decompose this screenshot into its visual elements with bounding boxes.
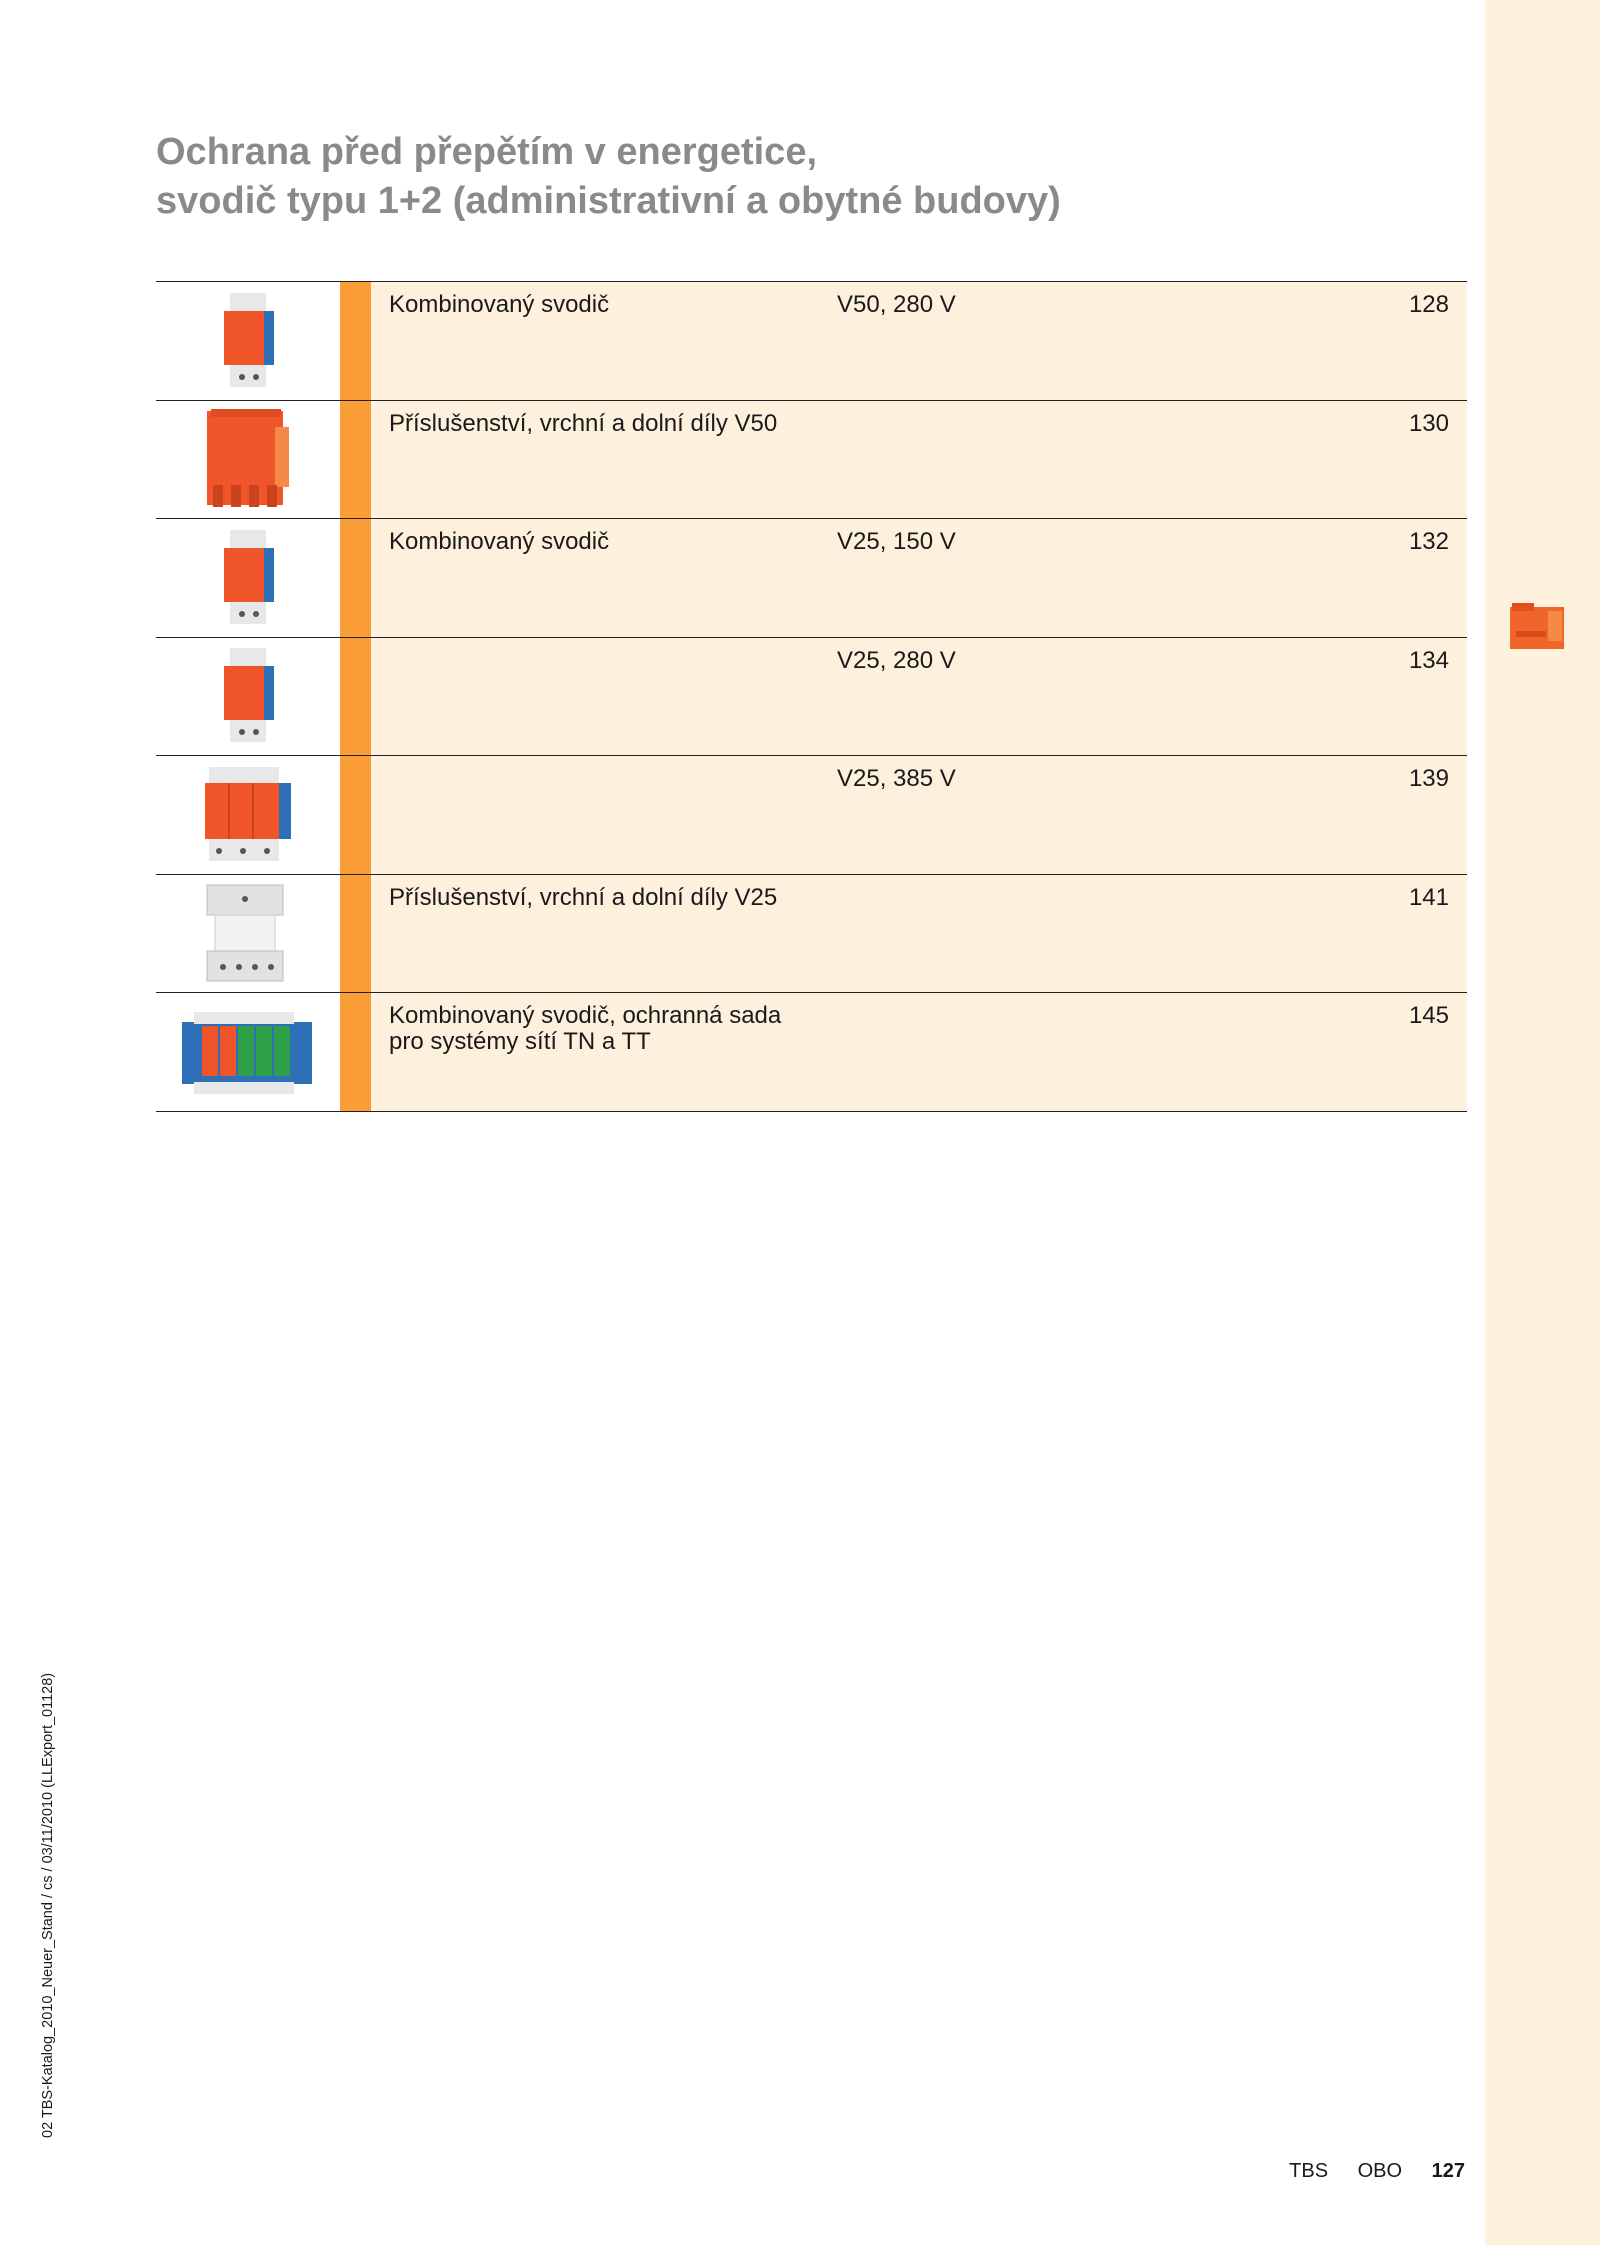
product-thumb <box>156 282 340 400</box>
row-cell <box>371 993 1467 1111</box>
page-ref: 141 <box>1408 883 1449 911</box>
product-name: Příslušenství, vrchní a dolní díly V25 <box>389 883 778 911</box>
grey-base-icon <box>203 881 293 985</box>
product-spec: V25, 280 V <box>837 646 956 674</box>
page-ref: 128 <box>1408 291 1449 318</box>
table-row <box>156 638 1467 757</box>
row-accent <box>340 638 371 756</box>
row-accent <box>340 519 371 637</box>
row-cell <box>371 282 1467 400</box>
single-module-orange-icon <box>218 646 278 746</box>
vertical-document-note: 02 TBS-Katalog_2010_Neuer_Stand / cs / 03/11/2010 (LLExport_01128) <box>40 1672 56 2138</box>
row-accent <box>340 401 371 519</box>
product-index-table <box>156 281 1467 1112</box>
product-thumb <box>156 875 340 993</box>
product-name: Kombinovaný svodič <box>389 291 610 318</box>
product-thumb <box>156 993 340 1111</box>
page-ref: 139 <box>1408 765 1449 792</box>
table-row <box>156 282 1467 401</box>
row-cell <box>371 401 1467 519</box>
page-title <box>156 128 1356 226</box>
single-module-orange-icon <box>218 291 278 391</box>
multi-pole-orange-icon <box>205 407 291 511</box>
product-thumb <box>156 756 340 874</box>
page-ref: 130 <box>1408 409 1449 437</box>
product-name: Kombinovaný svodič <box>389 528 610 555</box>
footer-brand-obo: OBO <box>1357 2160 1403 2182</box>
table-row <box>156 756 1467 875</box>
row-accent <box>340 993 371 1111</box>
footer-brand-tbs: TBS <box>1289 2160 1329 2182</box>
row-cell <box>371 756 1467 874</box>
row-accent <box>340 875 371 993</box>
single-module-orange-icon <box>218 528 278 628</box>
row-cell <box>371 875 1467 993</box>
protection-set-icon <box>180 1002 316 1102</box>
table-row <box>156 401 1467 520</box>
product-thumb <box>156 519 340 637</box>
page-footer <box>1265 2160 1465 2183</box>
product-spec: V25, 385 V <box>837 765 956 792</box>
table-row <box>156 875 1467 994</box>
product-spec: V50, 280 V <box>837 291 956 318</box>
title-line-2: svodič typu 1+2 (administrativní a obytné budovy) <box>156 180 1061 222</box>
page-ref: 132 <box>1408 528 1449 555</box>
row-accent <box>340 282 371 400</box>
page-number: 127 <box>1431 2160 1465 2182</box>
row-accent <box>340 756 371 874</box>
product-name: Příslušenství, vrchní a dolní díly V50 <box>389 409 778 437</box>
chapter-thumbnail-icon <box>1508 601 1566 651</box>
page-ref: 134 <box>1408 646 1449 674</box>
product-spec: V25, 150 V <box>837 528 956 555</box>
side-band <box>1485 0 1600 2245</box>
row-cell <box>371 638 1467 756</box>
product-name: Kombinovaný svodič, ochranná sada pro systémy sítí TN a TT <box>389 1002 782 1055</box>
table-row <box>156 993 1467 1112</box>
title-line-1: Ochrana před přepětím v energetice, <box>156 131 818 173</box>
three-pole-orange-icon <box>203 765 293 865</box>
product-thumb <box>156 401 340 519</box>
product-thumb <box>156 638 340 756</box>
row-cell <box>371 519 1467 637</box>
page-ref: 145 <box>1408 1002 1449 1029</box>
table-row <box>156 519 1467 638</box>
